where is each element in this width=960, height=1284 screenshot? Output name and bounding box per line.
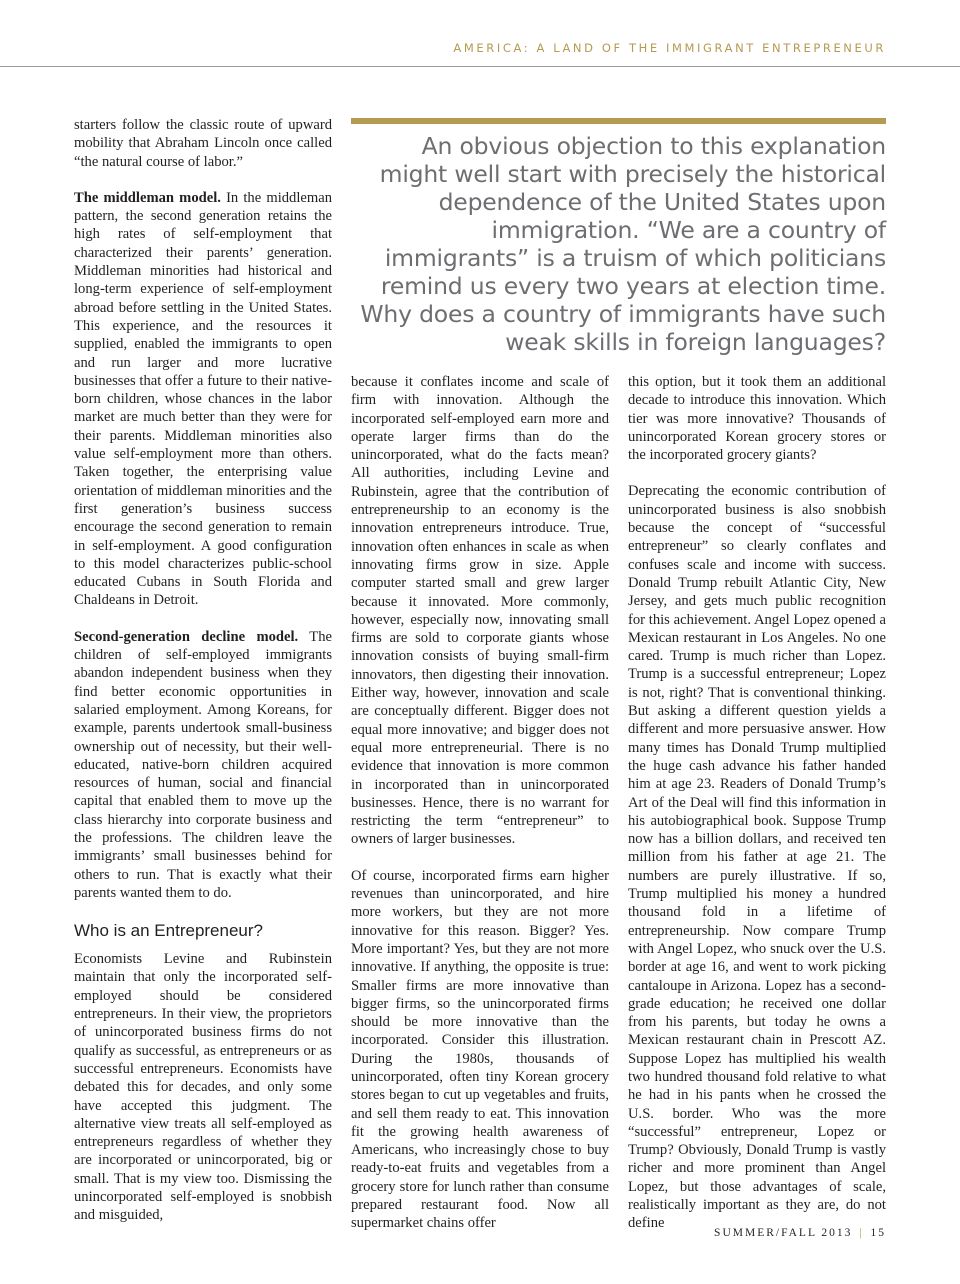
run-in-heading-middleman: The middleman model. bbox=[74, 189, 221, 206]
middleman-body: In the middleman pattern, the second generation retains the high rates of self-employment that characterized their parents’ generation. Middleman minorities had historical and long-term experience of self-employment abroad before settling in the United States. This experience, and the resources it supplied, enabled the immigrants to open and run larger and more lucrative businesses that offer a future to their native-born children, whose chances in the labor market are much better than they were for their parents. Middleman minorities also value self-employment more than others. Taken together, the enterprising value orientation of middleman minorities and the first generation’s business success encourage the second generation to remain in self-employment. A good configuration to this model characterizes public-school educated Cubans in South Florida and Chaldeans in Detroit. bbox=[74, 189, 333, 609]
pull-quote: An obvious objection to this explanation might well start with precisely the historical dependence of the United States upon immigration. “We are a country of immigrants” is a truism of which politicians remind us every two years at election time. Why does a country of immigrants have such weak skills in foreign languages? bbox=[360, 132, 886, 356]
section-heading: Who is an Entrepreneur? bbox=[74, 921, 263, 941]
paragraph-entrepreneur-definition: Economists Levine and Rubinstein maintain that only the incorporated self-employed should be considered entrepreneurs. In their view, the proprietors of unincorporated business firms do not qualify as successful, as entrepreneurs or as successful entrepreneurs. Economists have debated this for decades, and only some have accepted this judgment. The alternative view treats all self-employed as entrepreneurs regardless of whether they are incorporated or unincorporated, big or small. That is my view too. Dismissing the unincorporated self-employed is snobbish and misguided, bbox=[74, 951, 332, 1224]
paragraph-continued: starters follow the classic route of upward mobility that Abraham Lincoln once called “the natural course of labor.” bbox=[74, 117, 332, 170]
header-rule bbox=[0, 66, 960, 67]
middle-column bbox=[351, 373, 609, 1251]
running-header: AMERICA: A LAND OF THE IMMIGRANT ENTREPRENEUR bbox=[453, 41, 886, 55]
decline-body: The children of self-employed immigrants abandon independent business when they find better economic opportunities in salaried employment. Among Koreans, for example, parents undertook small-business ownership out of necessity, but their well-educated, native-born children acquired resources of human, social and financial capital that enabled them to move up the class hierarchy into corporate business and the professions. The children leave the immigrants’ small businesses behind for others to run. That is exactly what their parents wanted them to do. bbox=[74, 628, 332, 901]
pull-quote-rule bbox=[351, 118, 886, 124]
left-column bbox=[74, 116, 332, 1243]
paragraph-grocery-tier: this option, but it took them an additional decade to introduce this innovation. Which tier was more innovative? Thousands of unincorporated Korean grocery stores or the incorporated grocery giants? bbox=[628, 374, 886, 464]
paragraph-decline-model bbox=[74, 628, 332, 902]
issue-label: SUMMER/FALL 2013 bbox=[714, 1227, 853, 1239]
folio-separator: | bbox=[859, 1227, 864, 1239]
page-number: 15 bbox=[870, 1227, 886, 1239]
folio bbox=[714, 1227, 886, 1239]
paragraph-innovation: because it conflates income and scale of firm with innovation. Although the incorporated self-employed earn more and operate larger firms than do the unincorporated, what do the facts mean? All authorities, including Levine and Rubinstein, agree that the contribution of entrepreneurship to an economy is the innovation entrepreneurs introduce. True, innovation often enhances in scale as when innovating firms grow in size. Apple computer started small and grew larger because it innovated. More commonly, however, especially now, innovating small firms are sold to corporate giants whose innovation consists of buying small-firm innovators, then digesting their innovation. Either way, however, innovation and scale are conceptually different. Bigger does not equal more innovative; and bigger does not equal more entrepreneurial. There is no evidence that innovation is more common in incorporated than in unincorporated businesses. Hence, there is no warrant for restricting the term “entrepreneur” to owners of larger businesses. bbox=[351, 374, 609, 848]
paragraph-trump-lopez: Deprecating the economic contribution of unincorporated business is also snobbish because the concept of “successful entrepreneur” so clearly conflates and confuses scale and income with success. Donald Trump rebuilt Atlantic City, New Jersey, and gets much public recognition for this achievement. Angel Lopez opened a Mexican restaurant in Los Angeles. No one cared. Trump is much richer than Lopez. Trump is a successful entrepreneur; Lopez is not, right? That is conventional thinking. But asking a different question yields a different and more persuasive answer. How many times has Donald Trump multiplied the huge cash advance his father handed him at age 23. Readers of Donald Trump’s Art of the Deal will find this information in his autobiographical book. Suppose Trump now has a billion dollars, and received ten million from his father at age 21. The numbers are purely illustrative. If so, Trump multiplied his money a hundred thousand fold in a lifetime of entrepreneurship. Now compare Trump with Angel Lopez, who snuck over the U.S. border at age 16, and went to work picking cantaloupe in Arizona. Lopez has a second-grade education; he received one dollar from his parents, but today he owns a Mexican restaurant chain in Prescott AZ. Suppose Lopez has multiplied his wealth two hundred thousand fold relative to what he had in his pants when he crossed the U.S. border. Who was the more “successful” entrepreneur, Lopez or Trump? Obviously, Donald Trump is vastly richer and more prominent than Angel Lopez, but those advantages of scale, realistically important as they are, do not define bbox=[628, 483, 886, 1232]
paragraph-incorporated-firms: Of course, incorporated firms earn higher revenues than unincorporated, and hire more workers, but they are not more innovative for this reason. Bigger? Yes. More important? Yes, but they are not more innovative. If anything, the opposite is true: Smaller firms are more innovative than bigger firms, so the unincorporated firms should be more innovative than the incorporated. Consider this illustration. During the 1980s, thousands of unincorporated, often tiny Korean grocery stores began to cut up vegetables and fruits, and sell them ready to eat. This innovation fit the growing health awareness of Americans, who increasingly chose to buy ready-to-eat fruits and vegetables from a grocery store for lunch rather than consume prepared restaurant food. Now all supermarket chains offer bbox=[351, 867, 609, 1232]
run-in-heading-decline: Second-generation decline model. bbox=[74, 628, 299, 645]
paragraph-middleman-model bbox=[74, 189, 332, 610]
right-column bbox=[628, 373, 886, 1251]
